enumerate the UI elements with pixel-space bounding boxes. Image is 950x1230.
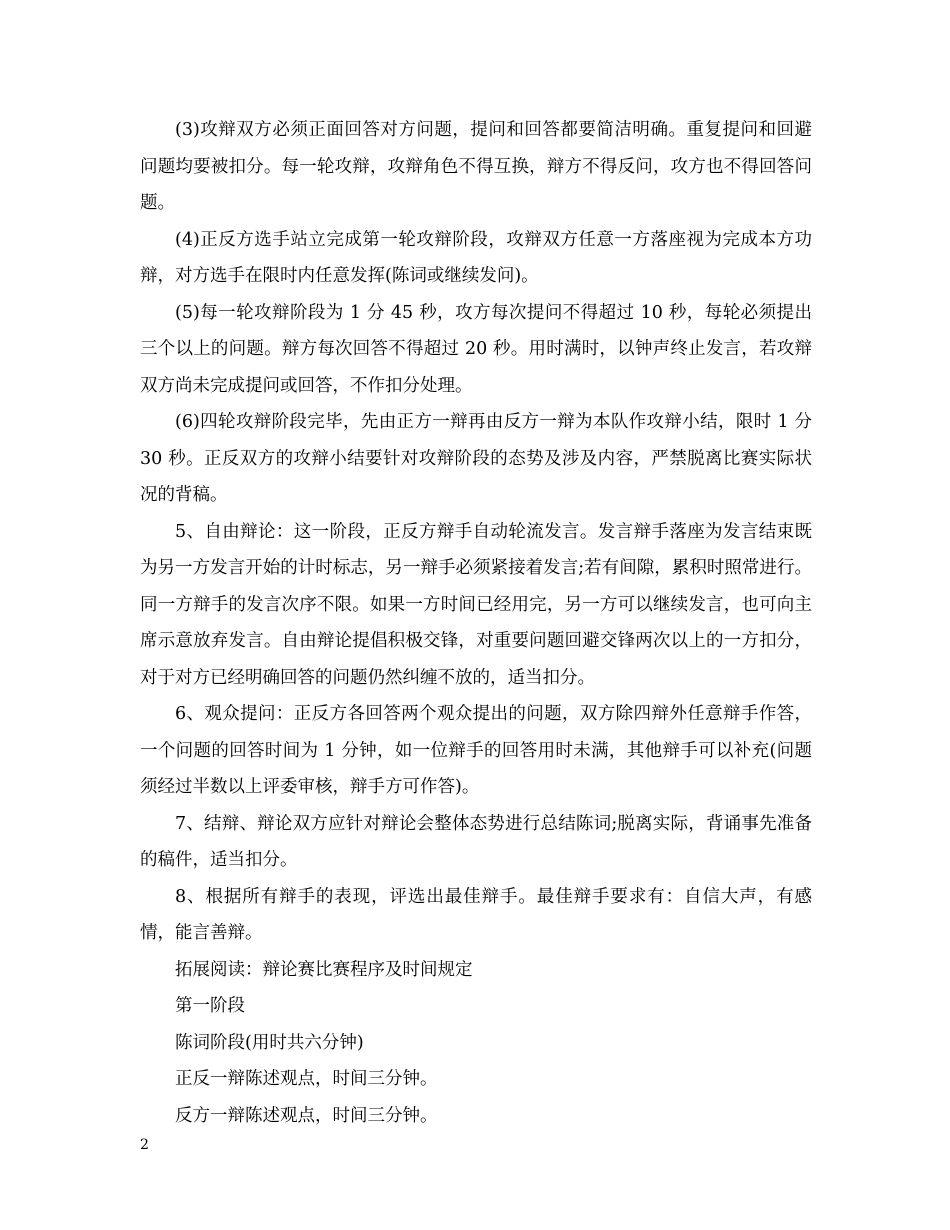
paragraph-affirmative-first: 正反一辩陈述观点，时间三分钟。 (175, 1069, 438, 1089)
paragraph-best-debater: 8、根据所有辩手的表现，评选出最佳辩手。最佳辩手要求有：自信大声，有感情，能言善辩。 (140, 886, 812, 943)
paragraph-negative-first: 反方一辩陈述观点，时间三分钟。 (175, 1105, 438, 1126)
paragraph-closing-statements: 7、结辩、辩论双方应针对辩论会整体态势进行总结陈词;脱离实际，背诵事先准备的稿件，适当扣分。 (140, 813, 812, 870)
paragraph-extended-reading: 拓展阅读：辩论赛比赛程序及时间规定 (175, 959, 473, 980)
paragraph-free-debate: 5、自由辩论：这一阶段，正反方辩手自动轮流发言。发言辩手落座为发言结束既为另一方发言开始的计时标志，另一辩手必须紧接着发言;若有间隙，累积时照常进行。同一方辩手的发言次序不限。如果一方时间已经用完，另一方可以继续发言，也可向主席示意放弃发言。自由辩论提倡积极交锋，对重要问题回避交锋两次以上的一方扣分，对于对方已经明确回答的问题仍然纠缠不放的，适当扣分。 (140, 521, 812, 688)
paragraph-stage-one: 第一阶段 (175, 996, 245, 1016)
document-body (140, 112, 812, 1134)
page-number: 2 (140, 1137, 149, 1153)
paragraph-rule-3: (3)攻辩双方必须正面回答对方问题，提问和回答都要简洁明确。重复提问和回避问题均要被扣分。每一轮攻辩，攻辩角色不得互换，辩方不得反问，攻方也不得回答问题。 (140, 120, 812, 213)
paragraph-audience-questions: 6、观众提问：正反方各回答两个观众提出的问题，双方除四辩外任意辩手作答，一个问题的回答时间为 1 分钟，如一位辩手的回答用时未满，其他辩手可以补充(问题须经过半数以上评委审核，辩手方可作答)。 (140, 704, 812, 797)
paragraph-rule-6: (6)四轮攻辩阶段完毕，先由正方一辩再由反方一辩为本队作攻辩小结，限时 1 分 30 秒。正反双方的攻辩小结要针对攻辩阶段的态势及涉及内容，严禁脱离比赛实际状况的背稿。 (140, 412, 812, 505)
paragraph-rule-5: (5)每一轮攻辩阶段为 1 分 45 秒，攻方每次提问不得超过 10 秒，每轮必须提出三个以上的问题。辩方每次回答不得超过 20 秒。用时满时，以钟声终止发言，若攻辩双方尚未完成提问或回答，不作扣分处理。 (140, 302, 812, 396)
paragraph-statement-stage: 陈词阶段(用时共六分钟) (175, 1032, 364, 1053)
paragraph-rule-4: (4)正反方选手站立完成第一轮攻辩阶段，攻辩双方任意一方落座视为完成本方功辩，对方选手在限时内任意发挥(陈词或继续发问)。 (140, 229, 812, 286)
